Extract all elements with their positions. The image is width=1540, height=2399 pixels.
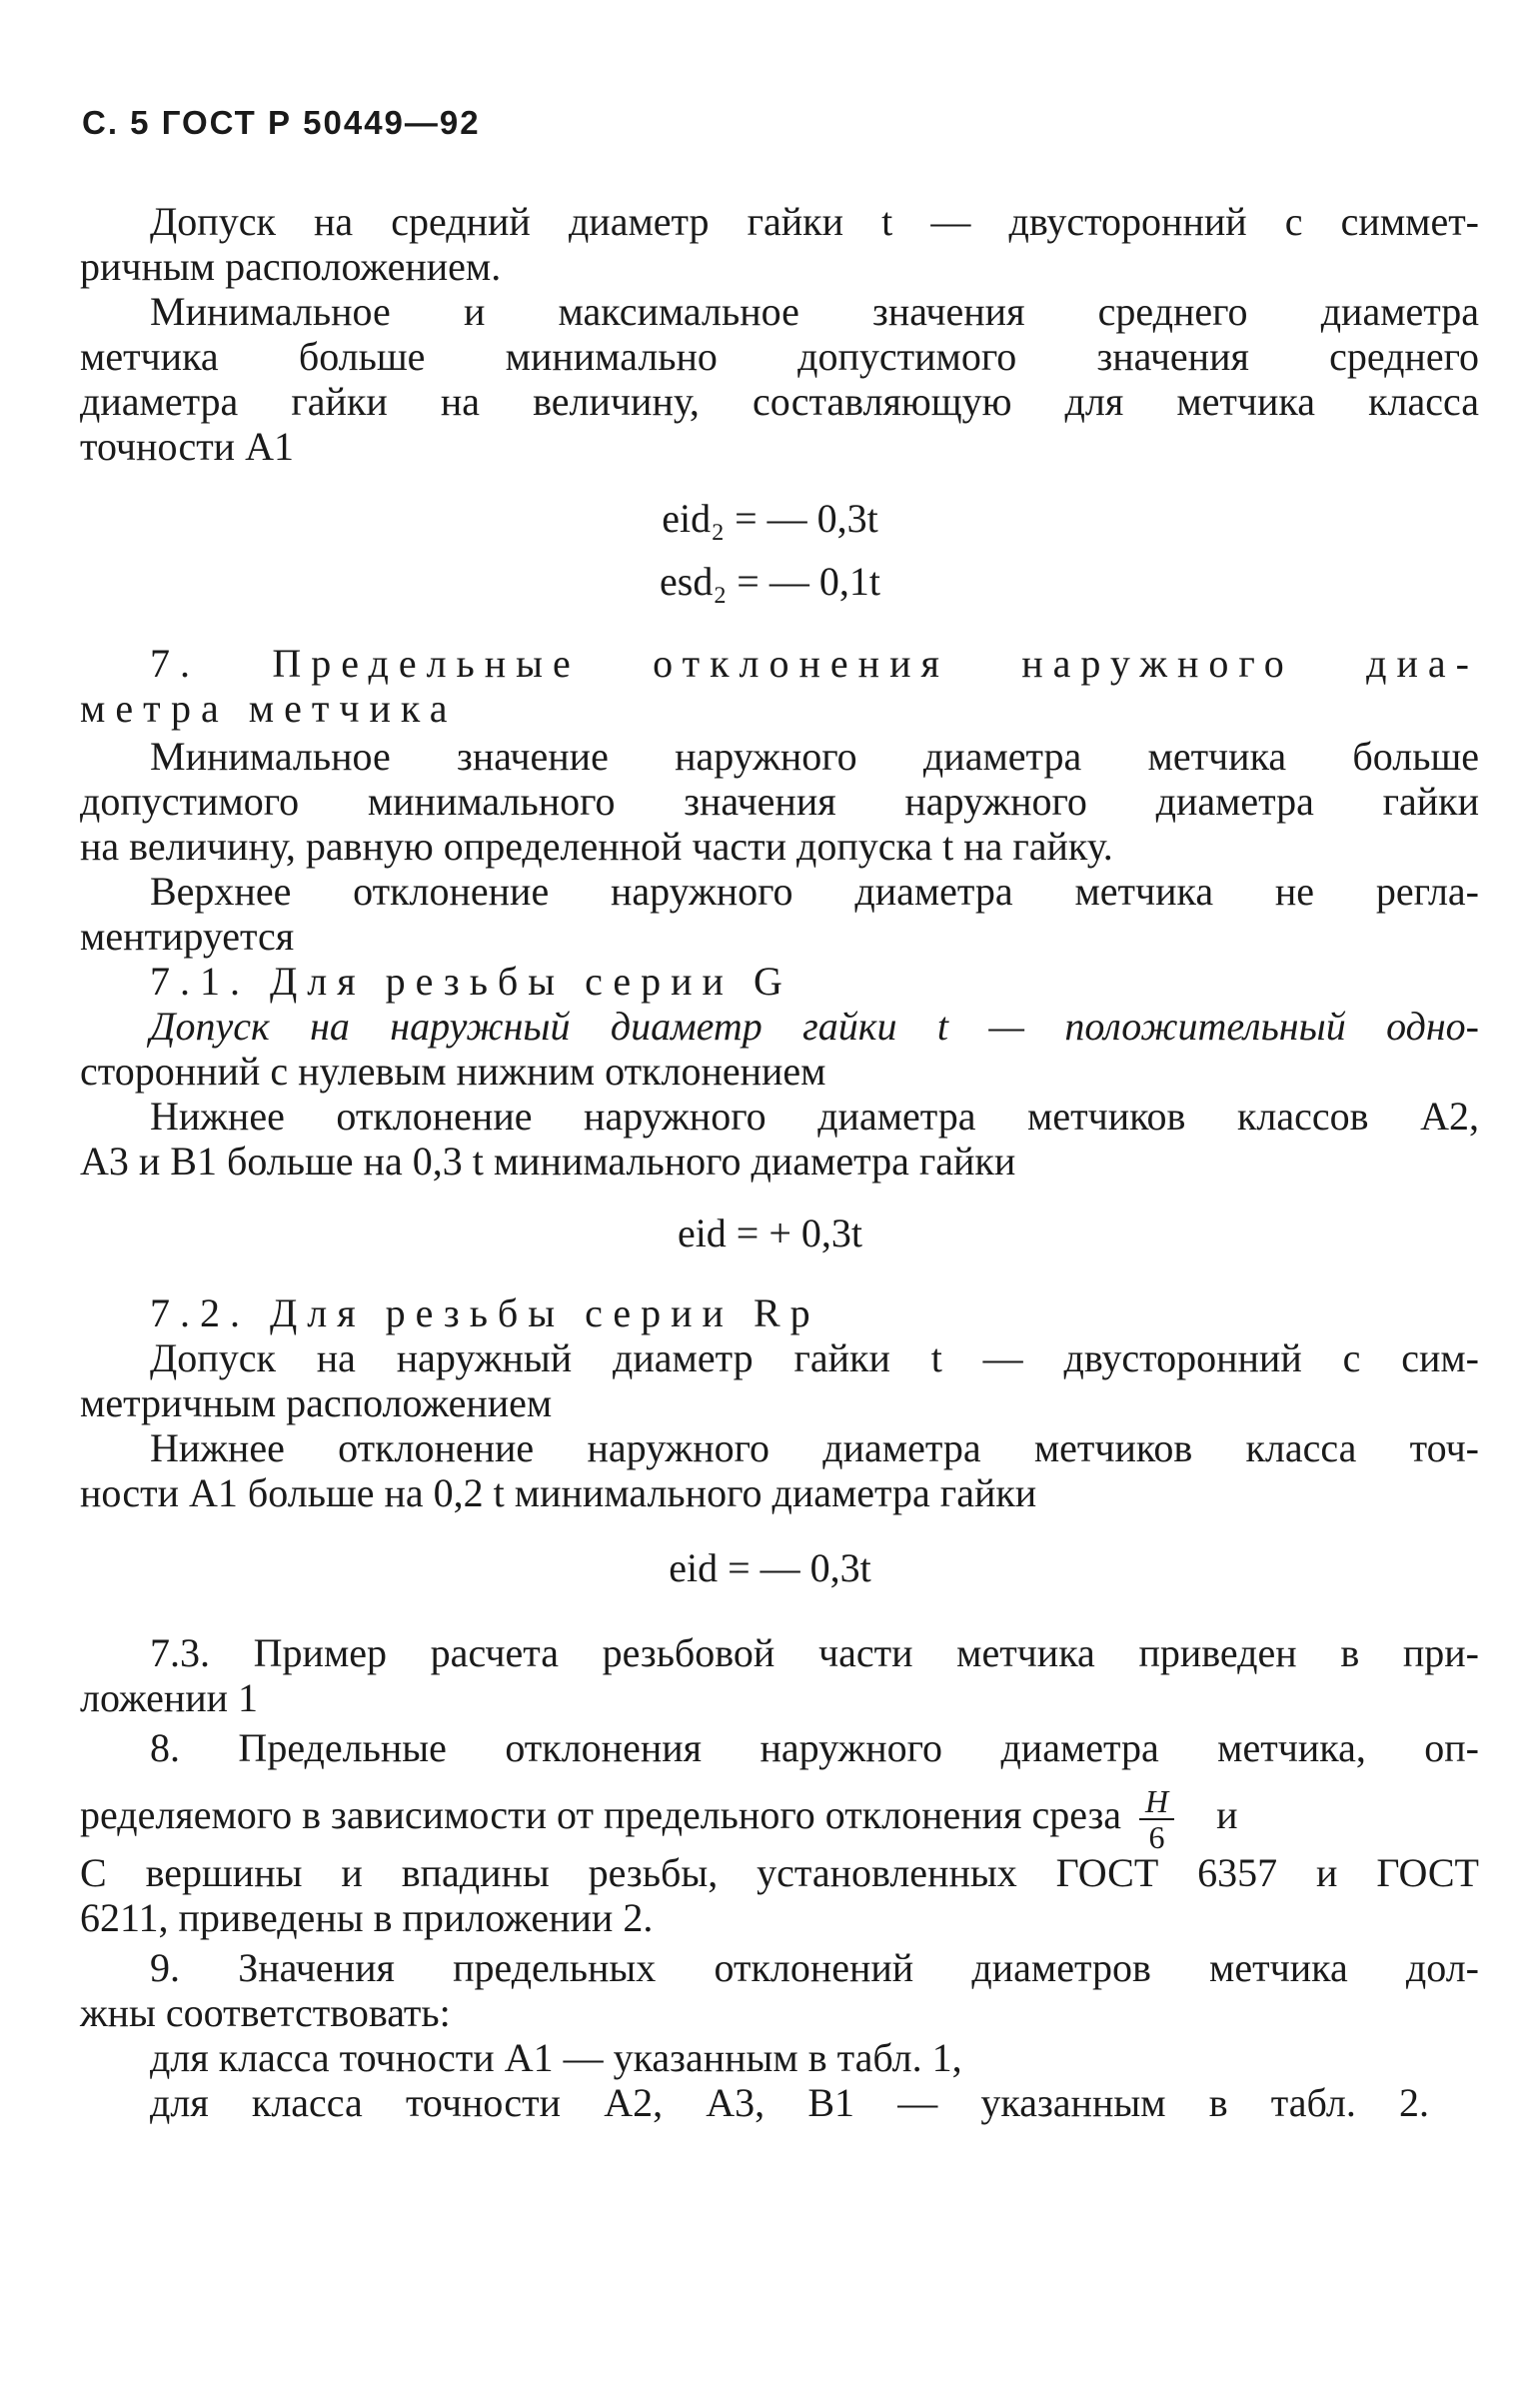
- paragraph-line: C вершины и впадины резьбы, установленных ГОСТ 6357 и ГОСТ: [80, 1850, 1479, 1895]
- paragraph-line: Нижнее отклонение наружного диаметра метчиков классов А2,: [150, 1094, 1479, 1139]
- section-heading: метра метчика: [80, 686, 458, 731]
- paragraph-line: Допуск на наружный диаметр гайки t — двусторонний с сим-: [150, 1335, 1479, 1380]
- paragraph-line: Минимальное значение наружного диаметра метчика больше: [150, 734, 1479, 779]
- section-heading: 7. Предельные отклонения наружного диа-: [150, 641, 1479, 686]
- paragraph-line: Нижнее отклонение наружного диаметра метчиков класса точ-: [150, 1425, 1479, 1470]
- paragraph-line-with-fraction: [80, 1784, 1379, 1854]
- paragraph-line: ложении 1: [80, 1675, 259, 1720]
- paragraph-line: А3 и В1 больше на 0,3 t минимального диаметра гайки: [80, 1139, 1016, 1184]
- formula: esd₂ = — 0,1t: [660, 559, 880, 604]
- paragraph-line: для класса точности А1 — указанным в табл. 1,: [150, 2035, 962, 2080]
- paragraph-text: ределяемого в зависимости от предельного отклонения среза: [80, 1792, 1121, 1838]
- paragraph-line: жны соответствовать:: [80, 1990, 451, 2035]
- paragraph-line: точности А1: [80, 424, 294, 469]
- paragraph-line: 7.3. Пример расчета резьбовой части метчика приведен в при-: [150, 1630, 1479, 1675]
- paragraph-line: допустимого минимального значения наружного диаметра гайки: [80, 779, 1479, 824]
- paragraph-line: 8. Предельные отклонения наружного диаметра метчика, оп-: [150, 1725, 1479, 1770]
- formula: eid = — 0,3t: [669, 1545, 871, 1590]
- formula: eid₂ = — 0,3t: [662, 496, 878, 541]
- paragraph-line: метричным расположением: [80, 1380, 553, 1425]
- paragraph-line: на величину, равную определенной части допуска t на гайку.: [80, 824, 1113, 869]
- paragraph-line: метчика больше минимально допустимого значения среднего: [80, 334, 1479, 379]
- paragraph-line: Допуск на наружный диаметр гайки t — положительный одно-: [150, 1004, 1479, 1049]
- paragraph-line: Допуск на средний диаметр гайки t — двусторонний с симмет-: [150, 199, 1479, 244]
- fraction-numerator: H: [1139, 1784, 1174, 1820]
- paragraph-line: Верхнее отклонение наружного диаметра метчика не регла-: [150, 869, 1479, 914]
- page-header: С. 5 ГОСТ Р 50449—92: [82, 104, 481, 141]
- paragraph-line: ментируется: [80, 914, 295, 959]
- paragraph-line: диаметра гайки на величину, составляющую для метчика класса: [80, 379, 1479, 424]
- conjunction: и: [1216, 1792, 1238, 1838]
- fraction: [1139, 1784, 1174, 1854]
- paragraph-line: Минимальное и максимальное значения среднего диаметра: [150, 289, 1479, 334]
- paragraph-line: ности А1 больше на 0,2 t минимального диаметра гайки: [80, 1470, 1037, 1515]
- paragraph-line: 6211, приведены в приложении 2.: [80, 1895, 654, 1940]
- fraction-denominator: 6: [1148, 1819, 1165, 1855]
- subsection-heading: 7.2. Для резьбы серии Rp: [150, 1290, 820, 1335]
- formula: eid = + 0,3t: [677, 1210, 863, 1255]
- paragraph-line: ричным расположением.: [80, 244, 502, 289]
- paragraph-line: для класса точности А2, А3, В1 — указанным в табл. 2.: [150, 2080, 1429, 2125]
- subsection-heading: 7.1. Для резьбы серии G: [150, 959, 792, 1004]
- paragraph-line: сторонний с нулевым нижним отклонением: [80, 1049, 826, 1094]
- paragraph-line: 9. Значения предельных отклонений диаметров метчика дол-: [150, 1945, 1479, 1990]
